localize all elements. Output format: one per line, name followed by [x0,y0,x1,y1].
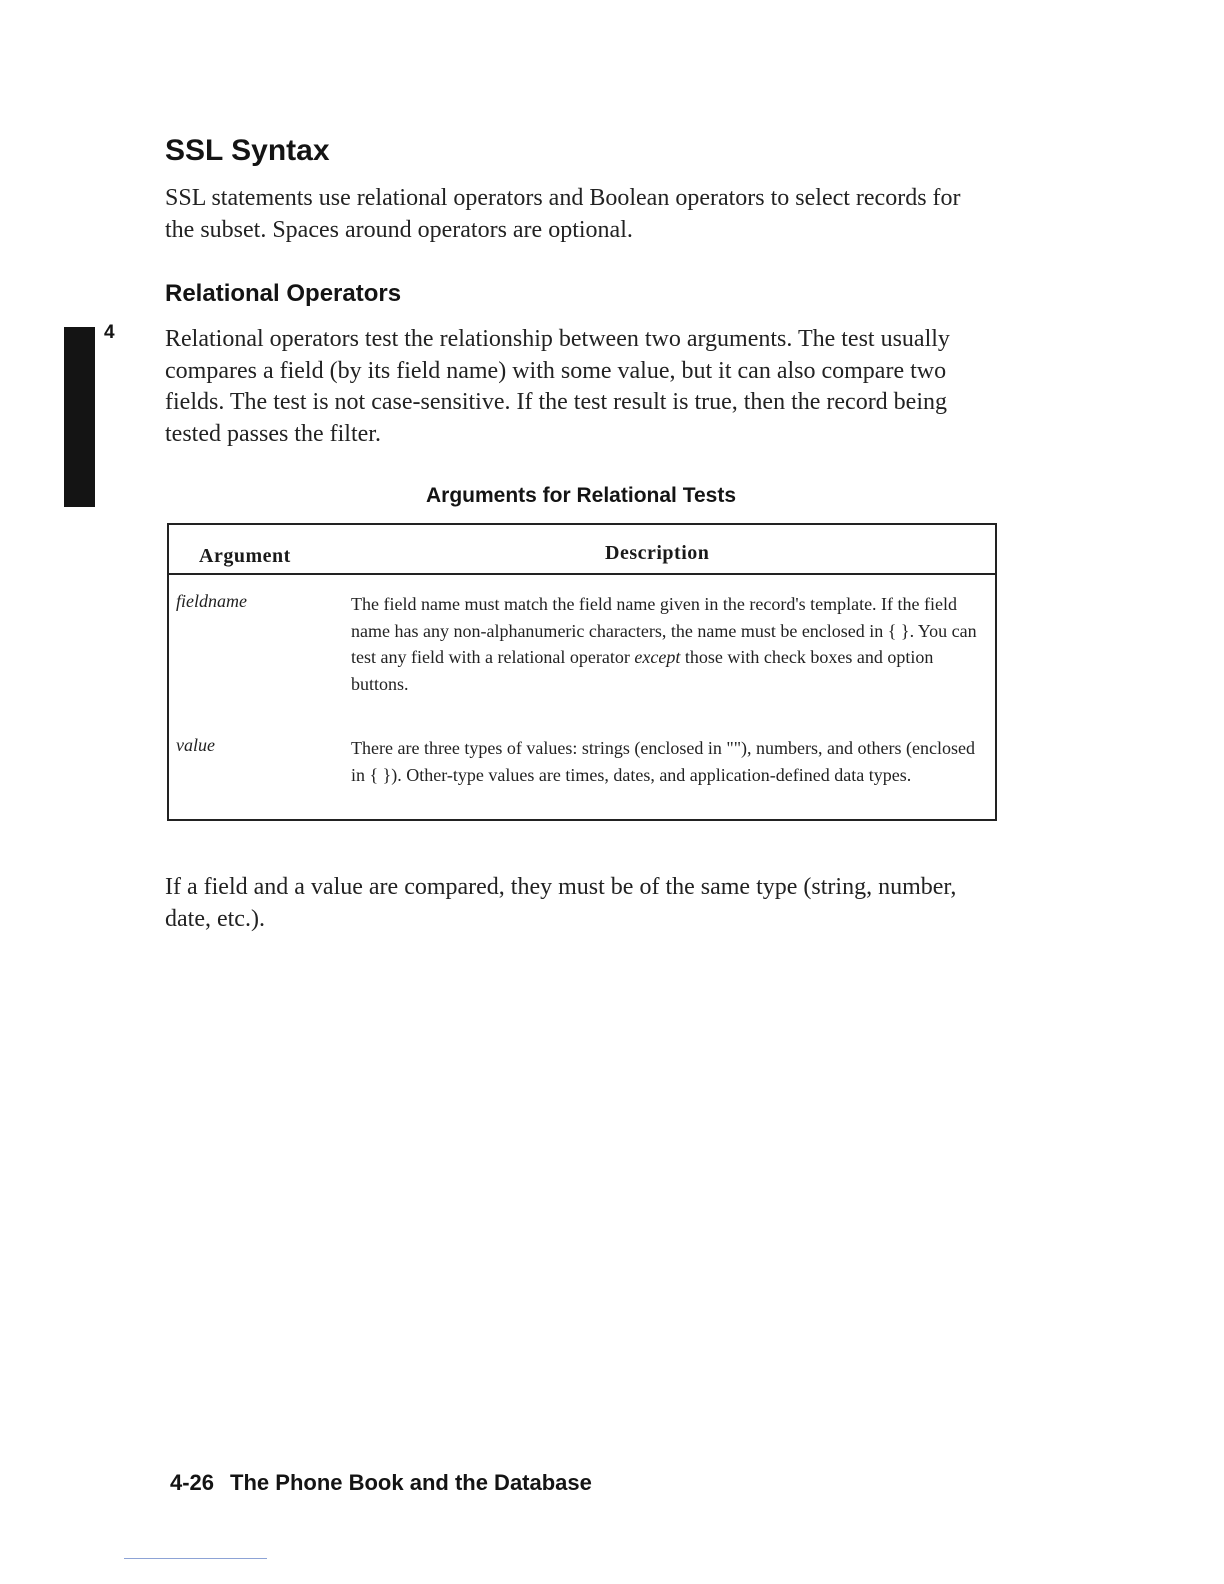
after-table-paragraph: If a field and a value are compared, they must be of the same type (string, number, date, etc.). [165,874,957,932]
subsection-heading: Relational Operators [165,280,402,307]
page-number: 4-26 [170,1470,215,1495]
relational-paragraph: Relational operators test the relationship between two arguments. The test usually compares a field (by its field name) with some value, but it can also compare two fields. The test is not case-sensitive. If the test result is true, then the record being tested passes the filter. [165,326,950,447]
scan-artifact-line [124,1558,267,1559]
emphasis-except: except [634,647,681,667]
description-value: There are three types of values: strings (enclosed in ""), numbers, and others (enclosed in { }). Other-type values are times, dates, and application-defined data types. [351,738,975,785]
table-row [169,575,995,735]
table-row [169,735,995,835]
chapter-number: 4 [104,322,115,343]
chapter-thumb-tab [64,327,95,507]
page-footer [170,1470,592,1496]
argument-value: value [176,735,215,755]
table-header-row [169,525,995,575]
section-heading: SSL Syntax [165,134,330,167]
intro-paragraph: SSL statements use relational operators and Boolean operators to select records for the subset. Spaces around operators are optional. [165,185,961,243]
table-caption: Arguments for Relational Tests [426,484,736,507]
arguments-table [167,523,997,821]
header-argument: Argument [199,545,291,567]
argument-fieldname: fieldname [176,591,247,611]
description-fieldname: The field name must match the field name given in the record's template. If the field name has any non-alphanumeric characters, the name must be enclosed in { }. You can test any field with a relational operator except those with check boxes and option buttons. [351,594,977,694]
footer-title: The Phone Book and the Database [230,1470,592,1495]
header-description: Description [605,542,710,564]
